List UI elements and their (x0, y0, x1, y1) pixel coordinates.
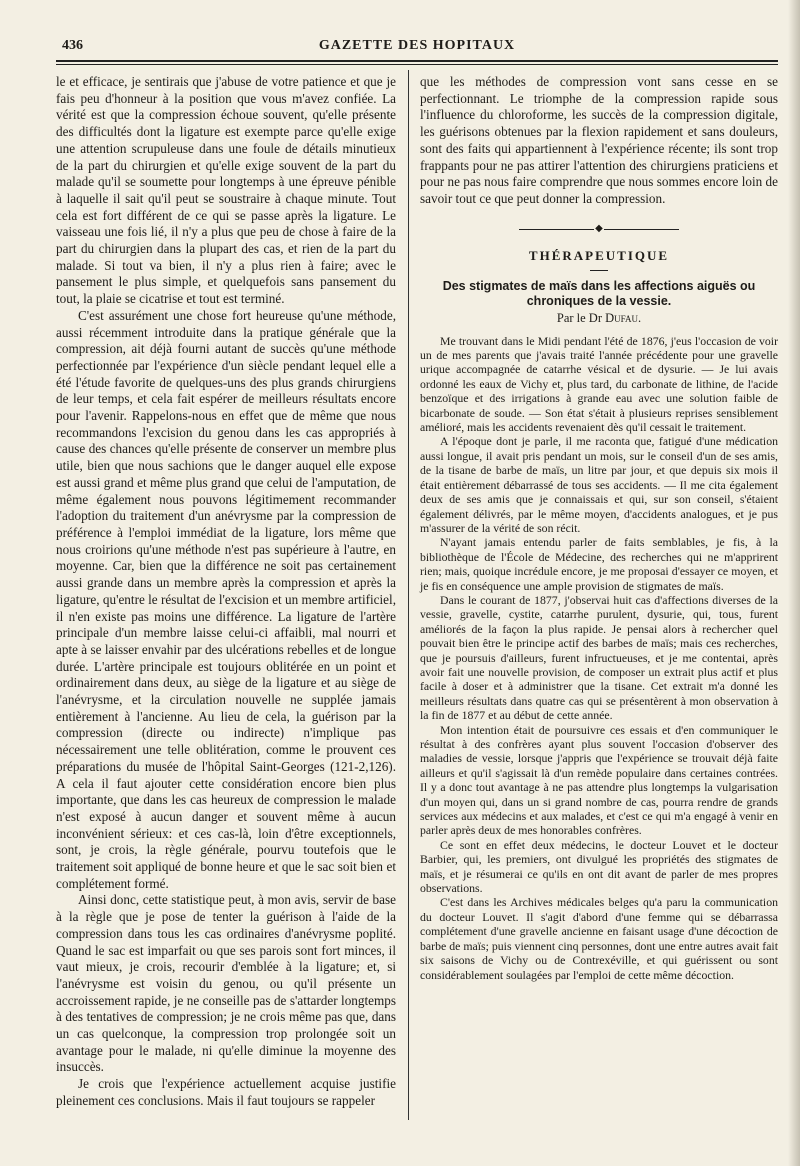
article-paragraph: C'est dans les Archives médicales belges qu'a paru la communication du docteur Louvet. Il s'agit d'abord d'une femme qui se débarrassa complétement d'une gravelle ancienne en faisant usage d'une décoction de barbe de maïs; puis viennent cinq personnes, dont une entre autres avait fait six saisons de Vichy ou de Contrexéville, et qui guérissent ou sont considérablement soulagées par l'emploi de cette même décoction. (420, 895, 778, 982)
article-paragraph: A l'époque dont je parle, il me raconta que, fatigué d'une médication aussi longue, il avait pris pendant un mois, sur le conseil d'un de ses amis, de la tisane de barbe de maïs, un litre par jour, et que depuis six mois il était entièrement débarrassé de tous ses accidents. — Il me cita également deux de ses amis que je connaissais et qui, sur son conseil, s'étaient également délivrés, par le même moyen, d'accidents analogues, et je pus m'assurer de la vérité de son récit. (420, 434, 778, 535)
header-rule-thin (56, 64, 778, 65)
article-byline (420, 311, 778, 326)
left-paragraph: le et efficace, je sentirais que j'abuse de votre patience et que je fais peu d'honneur à la position que vous m'avez confiée. La vérité est que la compression échoue souvent, qu'elle présente des difficultés dont la ligature est exempte parce qu'elle exige une attention scrupuleuse dans une foule de détails minutieux de la part du chirurgien et qu'elle exige souvent de la part du malade qu'il se soumette pour longtemps à une épreuve pénible à laquelle il sait qu'il peut se soustraire à chaque minute. Tout cela est fort différent de ce qui se passe après la ligature. Le vaisseau une fois lié, il n'y a plus que peu de chose à faire de la part du chirurgien dans la plupart des cas, et rien de la part du malade. Si tout va bien, il n'y a plus rien à faire; avec le pansement le plus simple, et quelquefois sans pansement du tout, la plaie se cicatrise et tout est terminé. (56, 74, 396, 307)
left-column (56, 74, 396, 1110)
header-rule-thick (56, 60, 778, 62)
byline-author: Dufau. (605, 310, 642, 325)
left-paragraph: Je crois que l'expérience actuellement acquise justifie pleinement ces conclusions. Mais il faut toujours se rappeler (56, 1076, 396, 1108)
article-paragraph: Ce sont en effet deux médecins, le docteur Louvet et le docteur Barbier, qui, les premiers, ont divulgué les propriétés des stigmates de maïs, et je résumerai ce qu'ils en ont dit avant de parler de mes propres observations. (420, 837, 778, 896)
byline-prefix: Par le Dr (556, 310, 602, 325)
right-column (420, 74, 778, 982)
article-body (420, 334, 778, 982)
article-paragraph: Me trouvant dans le Midi pendant l'été de 1876, j'eus l'occasion de voir un de mes parents que j'avais traité l'année précédente pour une gravelle urique accompagnée de catarrhe vésical et de dysurie. — Je lui avais ordonné les eaux de Vichy et, plus tard, du carbonate de lithine, de l'acide benzoïque et des irrigations à grande eau avec une solution faible de bicarbonate de soude. — Son état s'était à plusieurs reprises sensiblement amélioré, mais les accidents revenaient dès qu'il cessait le traitement. (420, 333, 778, 435)
left-paragraph: C'est assurément une chose fort heureuse qu'une méthode, aussi récemment introduite dans la pratique générale que la compression, ait déjà fourni autant de succès qu'une méthode perfectionnée par l'expérience d'un siècle pendant lequel elle a été l'étude favorite de quelques-uns des plus grands chirurgiens de leur temps, et cela fait espérer de meilleurs résultats encore pour l'avenir. Rappelons-nous en effet que de même que nous recommandons l'excision du genou dans les cas appropriés à cause des chances qu'elle présente de conserver un membre plus utile, bien que nous sachions que le danger auquel elle expose est aussi grand et même plus grand que celui de l'amputation, de même également nous pouvons légitimement recommander l'adoption du traitement d'un anévrysme par la compression de préférence à l'emploi immédiat de la ligature, lors même que nous croirions qu'une méthode n'est pas supérieure à l'autre, en moyenne. Car, bien que la différence ne soit pas certainement aussi grande dans un membre après la compression et après la ligature, qu'entre le résultat de l'excision et un membre artificiel, il n'en existe pas moins une différence. La ligature de l'artère principale d'un membre laisse celui-ci affaibli, mal nourri et apte à se laisser envahir par des ulcérations rebelles et de longue durée. L'artère principale est toujours oblitérée en un point et ordinairement dans deux, au siège de la ligature et au siège de l'anévrysme, et la circulation nouvelle ne supplée jamais entièrement à l'ancienne. Au lieu de cela, la guérison par la compression (directe ou indirecte) n'implique pas nécessairement une telle oblitération, comme le prouvent ces préparations du musée de l'hôpital Saint-Georges (121-2,126). A cela il faut ajouter cette considération encore bien plus importante, que dans les cas heureux de compression le malade n'est exposé à aucun danger et souvent même à aucun inconvénient sérieux: et ces cas-là, loin d'être exceptionnels, sont, je crois, la règle générale, pourvu toutefois que le traitement soit appliqué de bonne heure et que le sac soit bien et complétement formé. (56, 307, 396, 891)
section-short-rule (590, 270, 608, 271)
left-paragraph: Ainsi donc, cette statistique peut, à mon avis, servir de base à la règle que je pose de tenter la guérison à l'aide de la compression dans tous les cas ordinaires d'anévrysme poplité. Quand le sac est imparfait ou que ses parois sont fort minces, il vaut mieux, je crois, recourir d'emblée à la ligature; et, si l'anévrysme est voisin du genou, ou qu'il présente un accroissement rapide, je ne conseille pas de s'attarder longtemps à des tentatives de compression; je ne crois même pas que, dans un cas quelconque, la compression trop prolongée soit un avantage pour le malade, ni qu'elle diminue la moyenne des insuccès. (56, 892, 396, 1075)
section-heading: THÉRAPEUTIQUE (528, 247, 670, 263)
page-edge-shadow (788, 0, 800, 1166)
page-number: 436 (62, 38, 83, 53)
page-header (56, 38, 778, 58)
journal-title: GAZETTE DES HOPITAUX (318, 38, 516, 53)
ornamental-divider: ◆ (519, 224, 679, 234)
article-paragraph: N'ayant jamais entendu parler de faits semblables, je fis, à la bibliothèque de l'École de Médecine, des recherches qui ne m'apprirent rien; mais, quoique incrédule encore, je me proposai d'essayer ce moyen, et je fis en conséquence une ample provision de stigmates de maïs. (420, 535, 778, 593)
article-title: Des stigmates de maïs dans les affections aiguës ou chroniques de la vessie. (442, 278, 756, 308)
article-paragraph: Mon intention était de poursuivre ces essais et d'en communiquer le résultat à des confrères ayant plus souvent l'occasion d'observer des maladies de vessie, lorsque j'appris que l'expérience se trouvait déjà faite ailleurs et qu'il s'agissait là d'un remède populaire dans certaines contrées. Il y a donc tout avantage à ne pas attendre plus longtemps la vulgarisation d'un moyen qui, dans un si grand nombre de cas, pourra rendre de grands services aux médecins et aux malades, et c'est ce qui m'a engagé à venir en parler après deux de mes honorables confrères. (420, 722, 778, 838)
right-intro-paragraph: que les méthodes de compression vont sans cesse en se perfectionnant. Le triomphe de la compression rapide sous l'influence du chloroforme, les succès de la compression digitale, les guérisons obtenues par la flexion rapidement et sans douleurs, sont des faits qui appartiennent à l'expérience récente; ils sont trop frappants pour ne pas attirer l'attention des chirurgiens praticiens et pour ne pas nous faire comprendre que nous sommes encore loin de savoir tout ce que peut donner la compression. (420, 74, 778, 206)
article-paragraph: Dans le courant de 1877, j'observai huit cas d'affections diverses de la vessie, gravelle, cystite, catarrhe purulent, dysurie, qui, tous, furent améliorés de la façon la plus rapide. Je pensai alors à rechercher quel pouvait bien être le principe actif des barbes de maïs; mais ces recherches, que je poursuis d'ailleurs, furent infructueuses, et je me contentai, après avoir fait une nouvelle provision, de composer un extrait plus actif et plus facile à doser et à administrer que la tisane. Cet extrait m'a donné les meilleurs résultats dans quatre cas qui se présentèrent à mon observation à la fin de 1877 et au début de cette année. (420, 592, 778, 723)
column-divider (408, 70, 409, 1120)
